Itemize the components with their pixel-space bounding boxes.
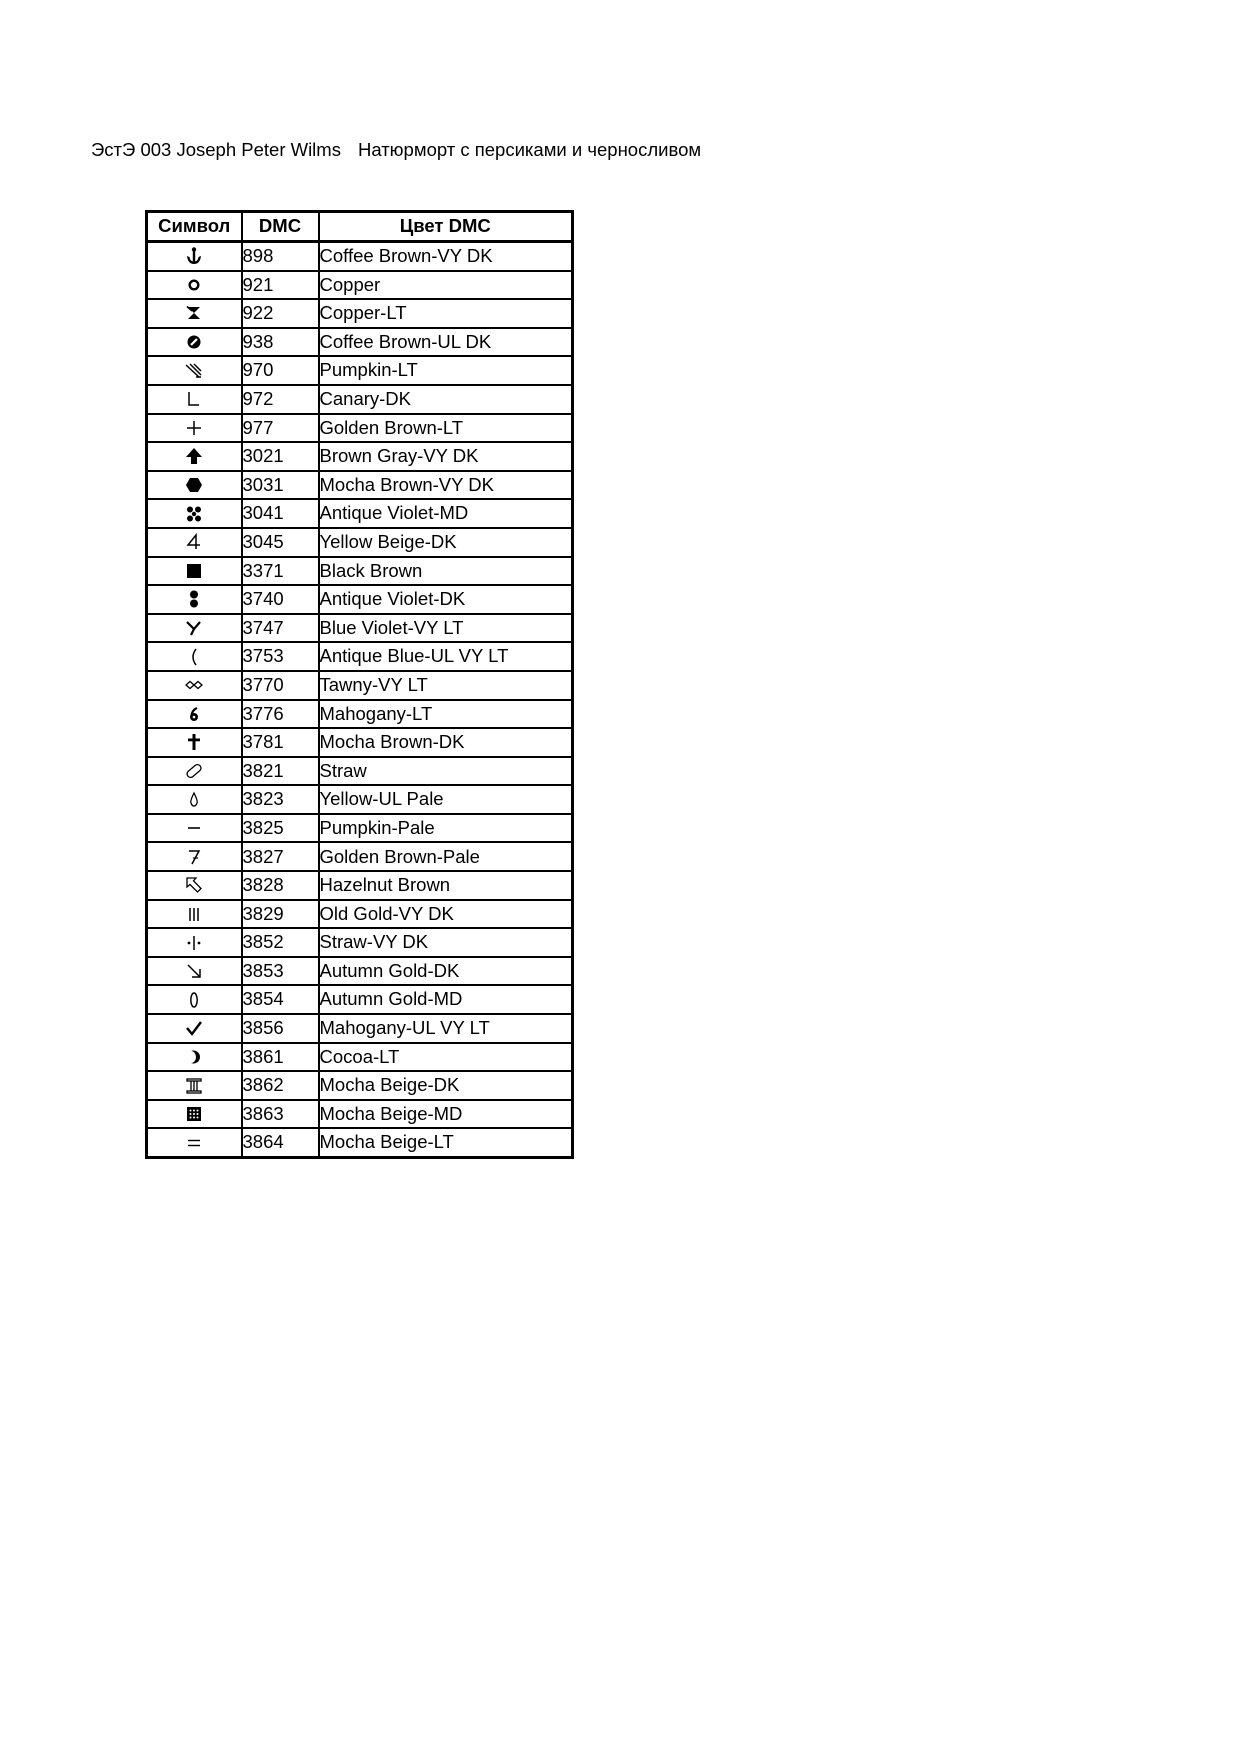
symbol-cell (147, 242, 242, 271)
table-row (147, 557, 573, 586)
table-row (147, 1043, 573, 1072)
dmc-code: 921 (242, 271, 319, 300)
table-row (147, 442, 573, 471)
dmc-code: 3856 (242, 1014, 319, 1043)
dmc-code: 3770 (242, 671, 319, 700)
color-name: Antique Violet-DK (319, 585, 573, 614)
header-color: Цвет DMC (319, 212, 573, 242)
square-icon (148, 561, 241, 581)
dmc-code: 3853 (242, 957, 319, 986)
symbol-cell (147, 814, 242, 843)
color-name: Hazelnut Brown (319, 871, 573, 900)
color-name: Straw (319, 757, 573, 786)
down-right-arrow-icon (148, 961, 241, 981)
color-name: Antique Violet-MD (319, 499, 573, 528)
dmc-code: 898 (242, 242, 319, 271)
anchor-icon (148, 246, 241, 266)
symbol-cell (147, 557, 242, 586)
symbol-cell (147, 671, 242, 700)
table-row (147, 271, 573, 300)
symbol-cell (147, 985, 242, 1014)
corner-l-icon (148, 389, 241, 409)
color-name: Pumpkin-LT (319, 356, 573, 385)
color-name: Coffee Brown-VY DK (319, 242, 573, 271)
color-name: Antique Blue-UL VY LT (319, 642, 573, 671)
hexagon-icon (148, 475, 241, 495)
table-row (147, 1100, 573, 1129)
symbol-cell (147, 1014, 242, 1043)
oval-icon (148, 990, 241, 1010)
dmc-code: 977 (242, 414, 319, 443)
symbol-cell (147, 871, 242, 900)
color-name: Golden Brown-LT (319, 414, 573, 443)
dmc-code: 3747 (242, 614, 319, 643)
dmc-code: 3862 (242, 1071, 319, 1100)
document-title (91, 139, 701, 161)
cross-icon (148, 732, 241, 752)
drop-icon (148, 790, 241, 810)
slashed-circle-icon (148, 332, 241, 352)
number-seven-icon (148, 847, 241, 867)
dmc-code: 3863 (242, 1100, 319, 1129)
table-row (147, 499, 573, 528)
hourglass-icon (148, 303, 241, 323)
plus-icon (148, 418, 241, 438)
symbol-cell (147, 356, 242, 385)
symbol-cell (147, 700, 242, 729)
dot-bar-dot-icon (148, 933, 241, 953)
parenthesis-icon (148, 647, 241, 667)
dmc-code: 3829 (242, 900, 319, 929)
ring-icon (148, 275, 241, 295)
symbol-cell (147, 642, 242, 671)
color-name: Tawny-VY LT (319, 671, 573, 700)
symbol-cell (147, 414, 242, 443)
diagonal-lines-icon (148, 361, 241, 381)
dmc-code: 3371 (242, 557, 319, 586)
symbol-cell (147, 614, 242, 643)
color-name: Copper-LT (319, 299, 573, 328)
y-shape-icon (148, 618, 241, 638)
symbol-cell (147, 1100, 242, 1129)
table-row (147, 642, 573, 671)
table-row (147, 785, 573, 814)
symbol-cell (147, 299, 242, 328)
color-name: Mocha Brown-DK (319, 728, 573, 757)
color-name: Mocha Beige-LT (319, 1128, 573, 1157)
number-four-icon (148, 532, 241, 552)
dmc-code: 3776 (242, 700, 319, 729)
header-symbol: Символ (147, 212, 242, 242)
double-diamond-icon (148, 675, 241, 695)
dmc-code: 3821 (242, 757, 319, 786)
dotted-square-icon (148, 1104, 241, 1124)
dmc-code: 3827 (242, 842, 319, 871)
color-name: Coffee Brown-UL DK (319, 328, 573, 357)
table-row (147, 356, 573, 385)
symbol-cell (147, 499, 242, 528)
table-row (147, 614, 573, 643)
dmc-code: 3823 (242, 785, 319, 814)
color-name: Blue Violet-VY LT (319, 614, 573, 643)
table-row (147, 842, 573, 871)
color-name: Yellow-UL Pale (319, 785, 573, 814)
color-name: Yellow Beige-DK (319, 528, 573, 557)
dmc-code: 3852 (242, 928, 319, 957)
table-row (147, 700, 573, 729)
symbol-cell (147, 1043, 242, 1072)
color-name: Straw-VY DK (319, 928, 573, 957)
table-row (147, 585, 573, 614)
dmc-code: 3740 (242, 585, 319, 614)
table-row (147, 757, 573, 786)
symbol-cell (147, 957, 242, 986)
color-name: Black Brown (319, 557, 573, 586)
dmc-code: 3864 (242, 1128, 319, 1157)
crescent-icon (148, 1047, 241, 1067)
table-row (147, 1014, 573, 1043)
color-legend-table (145, 210, 574, 1159)
color-name: Autumn Gold-DK (319, 957, 573, 986)
table-row (147, 671, 573, 700)
symbol-cell (147, 757, 242, 786)
table-row (147, 471, 573, 500)
symbol-cell (147, 385, 242, 414)
table-row (147, 1071, 573, 1100)
symbol-cell (147, 842, 242, 871)
color-name: Mocha Brown-VY DK (319, 471, 573, 500)
table-header-row (147, 212, 573, 242)
symbol-cell (147, 900, 242, 929)
color-name: Pumpkin-Pale (319, 814, 573, 843)
dmc-code: 3781 (242, 728, 319, 757)
symbol-cell (147, 271, 242, 300)
minus-icon (148, 818, 241, 838)
number-six-icon (148, 704, 241, 724)
table-row (147, 414, 573, 443)
table-row (147, 1128, 573, 1157)
color-name: Copper (319, 271, 573, 300)
symbol-cell (147, 1071, 242, 1100)
table-row (147, 985, 573, 1014)
table-row (147, 957, 573, 986)
table-row (147, 814, 573, 843)
column-icon (148, 1076, 241, 1096)
dmc-code: 922 (242, 299, 319, 328)
table-row (147, 328, 573, 357)
up-arrow-icon (148, 446, 241, 466)
dmc-code: 938 (242, 328, 319, 357)
dmc-code: 3854 (242, 985, 319, 1014)
dmc-code: 3861 (242, 1043, 319, 1072)
dmc-code: 3828 (242, 871, 319, 900)
header-dmc: DMC (242, 212, 319, 242)
table-row (147, 728, 573, 757)
symbol-cell (147, 528, 242, 557)
triple-bar-icon (148, 904, 241, 924)
table-row (147, 242, 573, 271)
pill-icon (148, 761, 241, 781)
table-row (147, 900, 573, 929)
table-row (147, 928, 573, 957)
symbol-cell (147, 328, 242, 357)
color-name: Cocoa-LT (319, 1043, 573, 1072)
dmc-code: 3041 (242, 499, 319, 528)
symbol-cell (147, 1128, 242, 1157)
dmc-code: 970 (242, 356, 319, 385)
symbol-cell (147, 785, 242, 814)
title-right: Натюрморт с персиками и черносливом (357, 139, 702, 160)
color-name: Autumn Gold-MD (319, 985, 573, 1014)
color-name: Canary-DK (319, 385, 573, 414)
symbol-cell (147, 471, 242, 500)
color-name: Brown Gray-VY DK (319, 442, 573, 471)
dmc-code: 972 (242, 385, 319, 414)
check-mark-icon (148, 1018, 241, 1038)
title-left: ЭстЭ 003 Joseph Peter Wilms (91, 139, 341, 160)
equals-icon (148, 1133, 241, 1153)
dmc-code: 3825 (242, 814, 319, 843)
color-name: Mahogany-UL VY LT (319, 1014, 573, 1043)
symbol-cell (147, 728, 242, 757)
color-name: Mocha Beige-MD (319, 1100, 573, 1129)
dmc-code: 3045 (242, 528, 319, 557)
table-row (147, 528, 573, 557)
color-name: Mahogany-LT (319, 700, 573, 729)
symbol-cell (147, 928, 242, 957)
two-dots-icon (148, 589, 241, 609)
table-row (147, 385, 573, 414)
color-name: Old Gold-VY DK (319, 900, 573, 929)
symbol-cell (147, 585, 242, 614)
flower-icon (148, 504, 241, 524)
dmc-code: 3021 (242, 442, 319, 471)
symbol-cell (147, 442, 242, 471)
table-row (147, 299, 573, 328)
up-left-arrow-icon (148, 875, 241, 895)
color-name: Mocha Beige-DK (319, 1071, 573, 1100)
color-name: Golden Brown-Pale (319, 842, 573, 871)
dmc-code: 3753 (242, 642, 319, 671)
table-row (147, 871, 573, 900)
dmc-code: 3031 (242, 471, 319, 500)
